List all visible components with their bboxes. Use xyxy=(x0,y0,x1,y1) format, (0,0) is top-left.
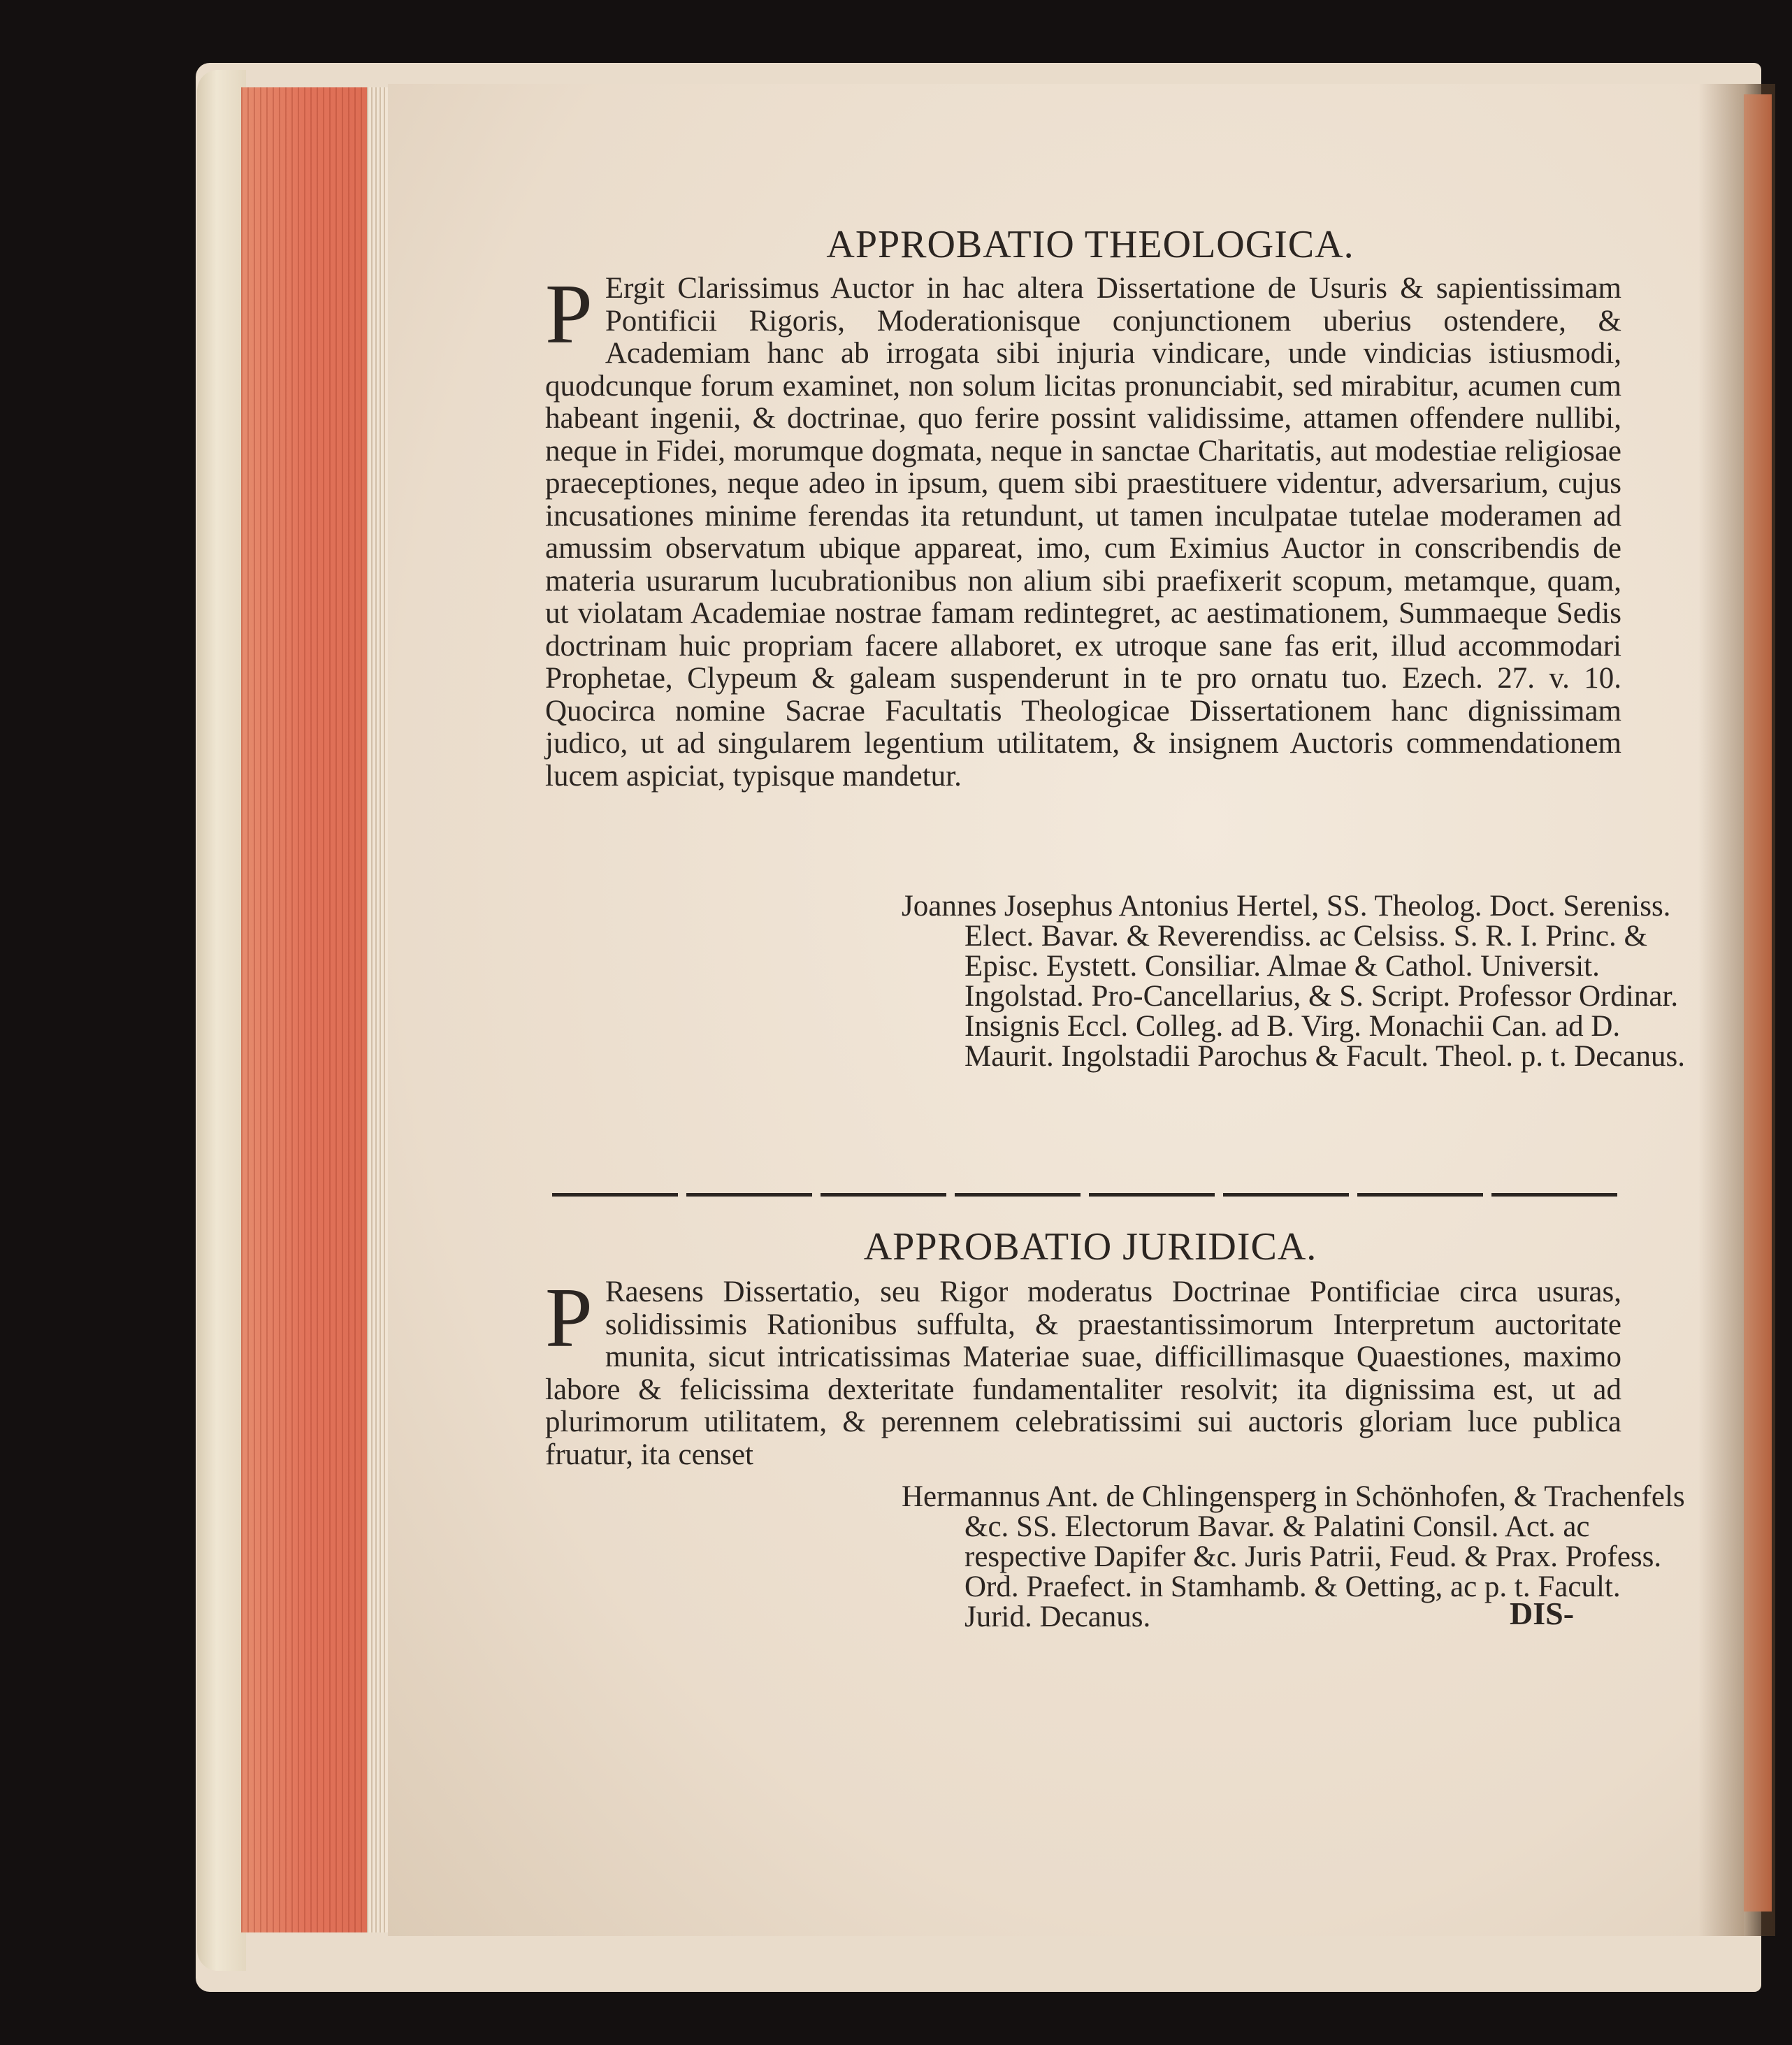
body-text-juridica: Raesens Dissertatio, seu Rigor moderatus Doctrinae Pontificiae circa usuras, solidissimis Rationibus suffulta, & praestantissimorum Interpretum auctoritate munita, sicut intricatissimas Materiae suae, difficillimasque Quaestiones, maximo labore & felicissima dexteritate fundamentaliter resolvit; ita dignissima est, ut ad plurimorum utilitatem, & perennem celebratissimi sui auctoris gloriam luce publica fruatur, ita censet xyxy=(545,1276,1621,1471)
heading-theologica: APPROBATIO THEOLOGICA. xyxy=(826,223,1354,266)
heading-juridica: APPROBATIO JURIDICA. xyxy=(863,1225,1317,1269)
facing-page-edge xyxy=(1744,94,1772,1912)
body-text-theologica: Ergit Clarissimus Auctor in hac altera Dissertatione de Usuris & sapientissimam Pontificii Rigoris, Moderationisque conjunctionem uberius ostendere, & Academiam hanc ab irrogata sibi injuria vindicare, unde vindicias istiusmodi, quodcunque forum examinet, non solum licitas pronunciabit, sed mirabitur, acumen cum habeant ingenii, & doctrinae, quo ferire possint validissime, attamen offendere nullibi, neque in Fidei, morumque dogmata, neque in sanctae Charitatis, aut modestiae religiosae praeceptiones, neque adeo in ipsum, quem sibi praestituere videntur, adversarium, cujus incusationes minime ferendas ita retundunt, ut tamen inculpatae tutelae moderamen ad amussim observatum ubique appareat, imo, cum Eximius Auctor in conscribendis de materia usurarum lucubrationibus non alium sibi praefixerit scopum, metamque, quam, ut violatam Academiae nostrae famam redintegret, ac aestimationem, Summaeque Sedis doctrinam huic propriam facere allaboret, ex utroque sane fas erit, illud accommodari Prophetae, Clypeum & galeam suspenderunt in te pro ornatu tuo. Ezech. 27. v. 10. Quocirca nomine Sacrae Facultatis Theologicae Dissertationem hanc dignissimam judico, ut ad singularem legentium utilitatem, & insignem Auctoris commendationem lucem aspiciat, typisque mandetur. xyxy=(545,272,1621,793)
drop-cap-juridica: P xyxy=(545,1271,593,1365)
section-divider-rule xyxy=(552,1193,1621,1197)
drop-cap-theologica: P xyxy=(545,267,593,361)
red-page-edge xyxy=(241,87,384,1932)
signature-juridica: Hermannus Ant. de Chlingensperg in Schönhofen, & Trachenfels &c. SS. Electorum Bavar. & Palatini Consil. Act. ac respective Dapifer &c. Juris Patrii, Feud. & Prax. Profess. Ord. Praefect. in Stamhamb. & Oetting, ac p. t. Facult. Jurid. Decanus. xyxy=(902,1480,1685,1633)
body-theologica xyxy=(545,267,1621,793)
signature-theologica: Joannes Josephus Antonius Hertel, SS. Theolog. Doct. Sereniss. Elect. Bavar. & Reverendiss. ac Celsiss. S. R. I. Princ. & Episc. Eystett. Consiliar. Almae & Cathol. Universit. Ingolstad. Pro-Cancellarius, & S. Script. Professor Ordinar. Insignis Eccl. Colleg. ad B. Virg. Monachii Can. ad D. Maurit. Ingolstadii Parochus & Facult. Theol. p. t. Decanus. xyxy=(902,890,1686,1073)
body-juridica xyxy=(545,1271,1621,1471)
catchword: DIS- xyxy=(1510,1596,1575,1631)
vellum-cover-edge xyxy=(197,70,246,1971)
